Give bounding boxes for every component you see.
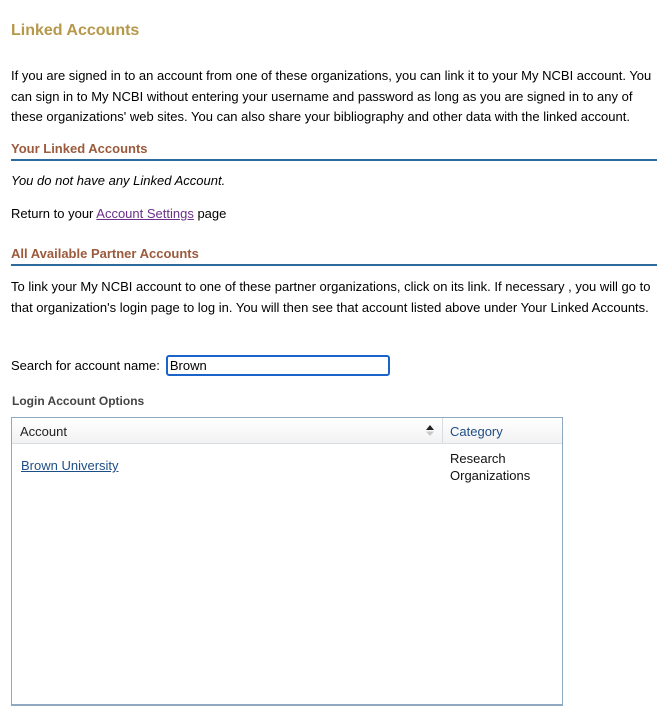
- brown-university-link[interactable]: Brown University: [21, 458, 119, 473]
- table-row: [12, 444, 562, 484]
- partner-description: To link your My NCBI account to one of these partner organizations, click on its link. If necessary , you will go to that organization's login page to log in. You will then see that account listed above under Your Linked Accounts.: [11, 279, 651, 315]
- account-search-input[interactable]: [166, 355, 390, 376]
- return-line: [11, 206, 226, 221]
- search-row: [11, 355, 390, 376]
- login-account-options-title: Login Account Options: [12, 394, 145, 408]
- return-prefix: Return to your: [11, 206, 97, 221]
- no-linked-account-message: You do not have any Linked Account.: [11, 173, 226, 188]
- intro-text: If you are signed in to an account from one of these organizations, you can link it to your My NCBI account. You can sign in to My NCBI without entering your username and password as long as you are signed in to any of these organizations' web sites. You can also share your bibliography and other data with the linked account.: [11, 68, 652, 124]
- category-line-2: Organizations: [450, 468, 531, 483]
- page-title: Linked Accounts: [11, 22, 140, 39]
- partner-accounts-heading: All Available Partner Accounts: [11, 246, 657, 266]
- your-linked-accounts-heading: Your Linked Accounts: [11, 141, 657, 161]
- return-suffix: page: [193, 206, 227, 221]
- account-column-label: Account: [20, 424, 67, 439]
- category-cell: [443, 444, 562, 484]
- search-label: Search for account name:: [11, 358, 160, 373]
- table-header: [12, 418, 562, 444]
- category-line-1: Research: [450, 451, 506, 466]
- account-settings-link[interactable]: Account Settings: [96, 206, 194, 221]
- sort-up-down-icon: [426, 425, 434, 436]
- account-column-header[interactable]: [12, 418, 443, 443]
- category-column-header[interactable]: Category: [450, 424, 503, 439]
- account-cell: [12, 444, 443, 484]
- login-account-options-table[interactable]: [11, 417, 563, 706]
